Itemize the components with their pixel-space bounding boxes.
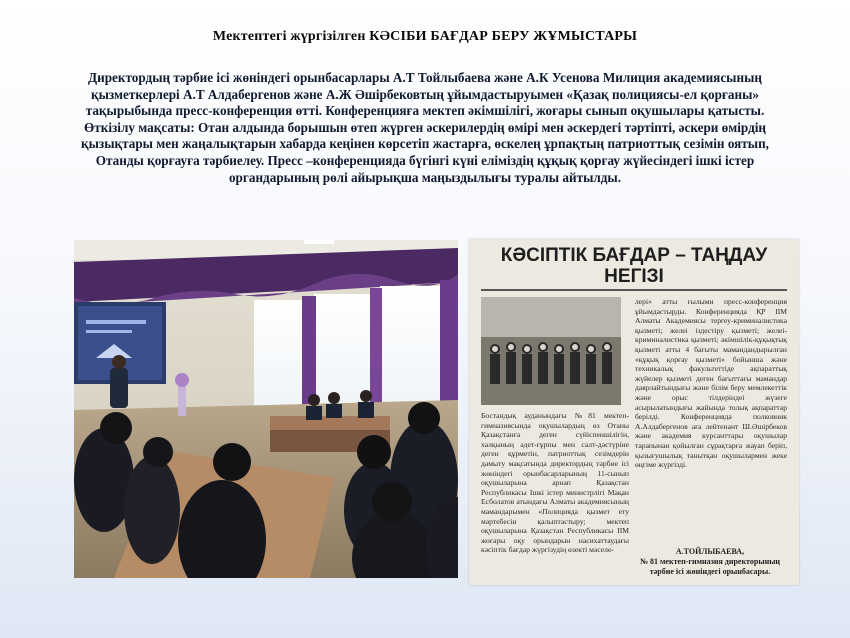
classroom-scene-image bbox=[74, 240, 458, 578]
newspaper-group-photo bbox=[481, 297, 621, 405]
slide-title: Мектептегі жүргізілген КӘСІБИ БАҒДАР БЕРУ ЖҰМЫСТАРЫ bbox=[212, 29, 638, 44]
newspaper-headline: КӘСІПТІК БАҒДАР – ТАҢДАУ НЕГІЗІ bbox=[500, 245, 768, 287]
description-paragraph: Директордың тәрбие ісі жөніндегі орынбасарлары А.Т Тойлыбаева және А.К Усенова Милиция академиясының қызметкерлері А.Т Алдабергенов және А.Ж Әшірбековтың ұйымдастыруымен «Қазақ полициясы-ел қорғаны» тақырыбында пресс-конференция өтті. Конференцияға мектеп әкімшілігі, жоғары сынып оқушылары қатысты. Өткізілу мақсаты: Отан алдында борышын өтеп жүрген әскерилердің өмірі мен әскердегі тәртіпті, әскери өмірдің қызықтары мен жаңалықтарын хабарда кеңінен көрсетіп жастарға, өскелең ұрпақтың патриоттық сезімін оятып, Отанды қорғауға тәрбиелеу. Пресс –конференцияда бүгінгі күні еліміздің құқық қорғау жүйесіндегі ішкі істер органдарының рөлі айырықша маңыздылығы туралы айтылды. bbox=[81, 70, 769, 185]
signature-name: А.ТОЙЛЫБАЕВА, bbox=[675, 547, 745, 556]
signature-role: № 81 мектеп-гимназия директорының тәрбие ісі жөніндегі орынбасары. bbox=[639, 557, 781, 576]
newspaper-divider bbox=[481, 289, 787, 291]
newspaper-column-1: Бостандық ауданындағы №81 мектеп-гимназиясында оқушылардың өз Отаны Қазақстанға деген сүйіспеншілігін, халқының әдет-ғұрпы мен салт-дәстүріне деген құрметін, патриоттық сезімдерін дамыту мақсатында директордың тәрбие ісі жөніндегі орынбасарларының 11-сынып оқушыларына арнап Қазақстан Республикасы Ішкі істер министрлігі Мақан Есболатов атындағы Алматы академиясының мамандарымен «Полицияда қызмет ету мәртебесін қалыптастыру; мектеп оқушыларына Қазақстан Республикасы ІІМ жоғары оқу орындарын насихаттаудағы кәсіптік бағдар жүргізудің өзекті мәселе- bbox=[481, 411, 629, 555]
group-photo-image bbox=[481, 297, 621, 405]
newspaper-signature bbox=[635, 547, 785, 577]
conference-photo bbox=[74, 240, 458, 578]
newspaper-column-2: лері» атты ғылыми пресс-конференция ұйымдастырды. Конференцияда ҚР ІІМ Алматы Академиясы тергеу-криминалистика қызметі; желеі іздестіру қызметі; желеі-криминалистика қызметі; әкімшілік-құқықтық қызметі атты 4 бағыты мамандандырылған «құқық қорғау қызметі» бойынша және техникалық факультеттіде ақпараттық жүйелер қызметі деген бағыттағы мамандар даярлайтындығы және білім беру мемлекеттік және орыс тілдеріндеі жүзеге асырылатындығы жайында толық ақпараттар берілді. Конференцияда полковник А.Алдабергенов аға лейтенант Ш.Әшірбеков және академия курсанттары оқушылар тарапынан қойылған сұрақтарға жауап беріп, қызығушылық танытқан оқушылармен жеке өңгіме жүргізді. bbox=[635, 297, 787, 470]
newspaper-clipping bbox=[469, 239, 799, 585]
